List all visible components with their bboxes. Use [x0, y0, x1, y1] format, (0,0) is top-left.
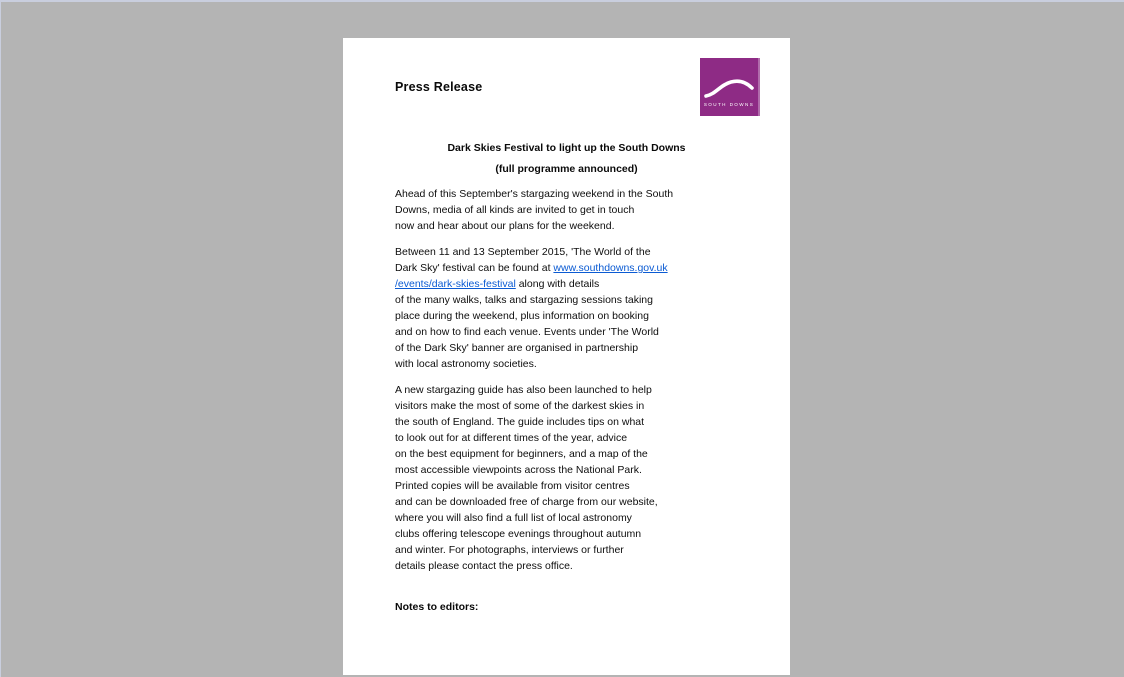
text-run: along with details [515, 278, 600, 290]
hyperlink[interactable]: www.southdowns.gov.uk [553, 262, 668, 274]
text-run: of the many walks, talks and stargazing sessions taking [395, 294, 653, 306]
text-line [395, 558, 715, 574]
text-run: and can be downloaded free of charge from our website, [395, 496, 658, 508]
text-line [395, 398, 715, 414]
title-line-1: Dark Skies Festival to light up the South Downs [447, 142, 686, 154]
text-run: Printed copies will be available from visitor centres [395, 480, 630, 492]
text-line [395, 510, 715, 526]
text-line [395, 260, 715, 276]
text-run: details please contact the press office. [395, 560, 573, 572]
logo-caption: SOUTH DOWNS [703, 102, 755, 107]
text-run: where you will also find a full list of local astronomy [395, 512, 632, 524]
text-run: visitors make the most of some of the darkest skies in [395, 400, 645, 412]
text-line [395, 430, 715, 446]
press-release-label: Press Release [395, 80, 483, 94]
downs-hill-icon [700, 58, 758, 116]
text-run: Downs, media of all kinds are invited to get in touch [395, 204, 635, 216]
text-run: most accessible viewpoints across the National Park. [395, 464, 642, 476]
text-run: clubs offering telescope evenings throughout autumn [395, 528, 642, 540]
text-line [395, 244, 715, 260]
text-line [395, 526, 715, 542]
text-line [395, 186, 715, 202]
text-line [395, 478, 715, 494]
text-line [395, 308, 715, 324]
text-run: Ahead of this September's stargazing weekend in the South [395, 188, 674, 200]
text-line [395, 276, 715, 292]
text-line [395, 340, 715, 356]
text-run: with local astronomy societies. [395, 358, 537, 370]
text-line [395, 324, 715, 340]
title-line-2: (full programme announced) [495, 163, 638, 175]
text-run: and on how to find each venue. Events under 'The World [395, 326, 659, 338]
text-line [395, 356, 715, 372]
text-run: and winter. For photographs, interviews or further [395, 544, 624, 556]
text-line [395, 292, 715, 308]
text-line [395, 542, 715, 558]
notes-to-editors-label: Notes to editors: [395, 601, 479, 613]
document-title [343, 138, 790, 180]
hyperlink[interactable]: /events/dark-skies-festival [395, 278, 516, 290]
paragraph [395, 186, 715, 234]
text-run: Between 11 and 13 September 2015, 'The World of the [395, 246, 651, 258]
text-line [395, 218, 715, 234]
document-page [343, 38, 790, 675]
text-run: to look out for at different times of the year, advice [395, 432, 628, 444]
south-downs-logo [700, 58, 760, 116]
text-run: of the Dark Sky' banner are organised in partnership [395, 342, 639, 354]
text-run: on the best equipment for beginners, and a map of the [395, 448, 648, 460]
text-line [395, 382, 715, 398]
text-run: now and hear about our plans for the weekend. [395, 220, 615, 232]
text-run: A new stargazing guide has also been launched to help [395, 384, 652, 396]
paragraph [395, 382, 715, 574]
text-line [395, 494, 715, 510]
text-run: place during the weekend, plus information on booking [395, 310, 649, 322]
text-run: Dark Sky' festival can be found at [395, 262, 554, 274]
paragraph [395, 244, 715, 372]
text-line [395, 202, 715, 218]
text-run: the south of England. The guide includes tips on what [395, 416, 645, 428]
text-line [395, 462, 715, 478]
text-line [395, 414, 715, 430]
text-line [395, 446, 715, 462]
